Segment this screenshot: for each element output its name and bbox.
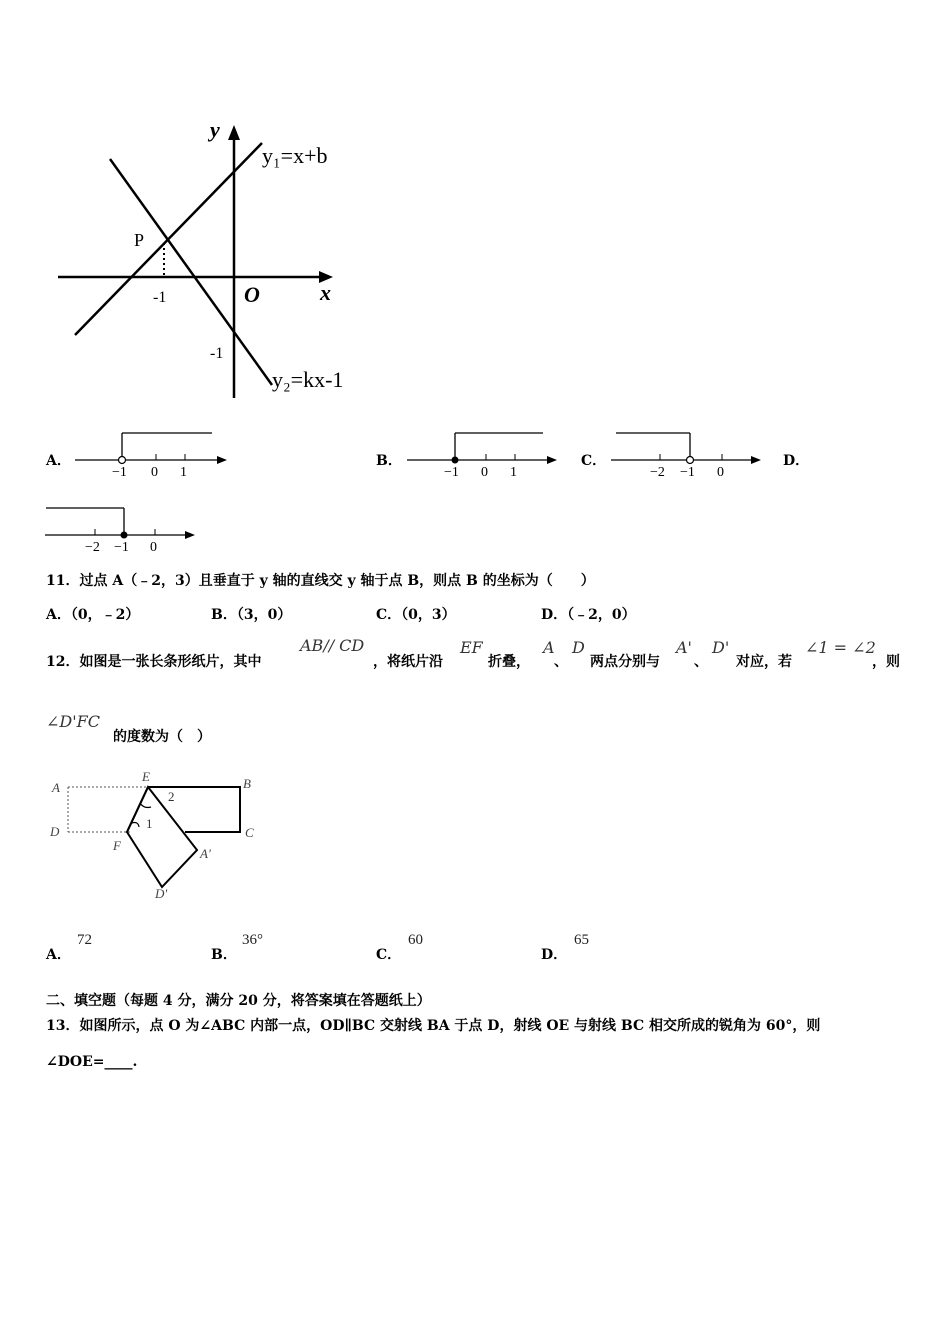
label-f: F [113, 838, 121, 853]
closed-dot [121, 532, 128, 539]
label-a: A [52, 780, 60, 795]
q12-text-9: 的度数为（ ） [113, 729, 211, 745]
label-d-prime: D' [155, 886, 168, 901]
option-value: （3，0） [236, 607, 292, 623]
tick-label: −1 [680, 465, 695, 480]
numberline-option-a-label[interactable]: A． [46, 453, 71, 469]
option-label: A． [46, 607, 71, 623]
tick-label: 0 [150, 540, 157, 555]
q12-option-a-label[interactable]: A． [46, 947, 71, 963]
option-value: （﹣2，0） [567, 607, 636, 623]
line-y2 [110, 159, 272, 385]
tick-label: 0 [717, 465, 724, 480]
tick-label: 0 [481, 465, 488, 480]
numberline-option-d-label[interactable]: D． [783, 453, 810, 469]
q12-math-a-prime: A' [676, 638, 692, 657]
q12-math-angle-dfc: ∠D'FC [46, 712, 100, 731]
paper-unfolded-part [148, 787, 240, 832]
q12-option-d-value: 65 [574, 932, 589, 948]
tick-label: 0 [151, 465, 158, 480]
q12-math-d: D [572, 638, 585, 657]
y-axis-label: y [210, 117, 220, 142]
q11-option-d[interactable] [541, 604, 636, 624]
origin-label: O [244, 282, 260, 307]
q12-text-1: 12．如图是一张长条形纸片，其中 [46, 654, 262, 670]
q12-math-ef: EF [460, 638, 483, 657]
numberline-option-c[interactable] [606, 425, 771, 485]
angle-2-arc [140, 803, 151, 808]
q12-option-d-label[interactable]: D． [541, 947, 568, 963]
question-13-text-line-1: 13．如图所示，点 O 为∠ABC 内部一点，OD∥BC 交射线 BA 于点 D，射线 OE 与射线 BC 相交所成的锐角为 60°，则 [46, 1018, 821, 1034]
tick-label: −1 [114, 540, 129, 555]
numberline-arrow-icon [547, 456, 557, 464]
numberline-arrow-icon [217, 456, 227, 464]
q12-text-7: 对应，若 [736, 654, 792, 670]
q12-text-5: 两点分别与 [590, 654, 660, 670]
numberline-option-b[interactable] [402, 425, 567, 485]
q12-math-d-prime: D' [712, 638, 730, 657]
q12-math-a: A [543, 638, 555, 657]
tick-label: 1 [510, 465, 517, 480]
tick-label: 1 [180, 465, 187, 480]
q11-option-b[interactable] [211, 604, 291, 624]
option-label: D． [541, 607, 568, 623]
tick-label: −1 [444, 465, 459, 480]
q12-option-a-value: 72 [77, 932, 92, 948]
q12-text-4: 、 [554, 654, 568, 670]
q12-option-b-label[interactable]: B． [211, 947, 237, 963]
y-axis-arrow-icon [228, 125, 240, 140]
question-13-text-line-2: ∠DOE=____. [46, 1054, 138, 1070]
line-y1-label: y₁=x+b [262, 143, 328, 168]
closed-dot [452, 457, 459, 464]
q12-text-8: ，则 [872, 654, 900, 670]
open-dot [687, 457, 694, 464]
y-tick-label: -1 [210, 345, 224, 362]
q11-option-c[interactable] [376, 604, 456, 624]
x-axis-label: x [320, 280, 331, 305]
label-d: D [50, 824, 60, 839]
q12-math-ab-cd: AB// CD [300, 636, 365, 655]
numberline-option-c-label[interactable]: C． [581, 453, 607, 469]
option-label: C． [376, 607, 402, 623]
label-angle-2: 2 [168, 789, 175, 804]
label-b: B [243, 776, 251, 791]
q12-math-angle-eq: ∠1 = ∠2 [805, 638, 876, 657]
q12-text-2: ，将纸片沿 [373, 654, 443, 670]
q12-text-3: 折叠， [488, 654, 530, 670]
numberline-arrow-icon [185, 531, 195, 539]
question-11-stem: 11．过点 A（﹣2，3）且垂直于 y 轴的直线交 y 轴于点 B，则点 B 的坐标为（ ） [46, 573, 595, 589]
tick-label: −2 [650, 465, 665, 480]
open-dot [119, 457, 126, 464]
label-angle-1: 1 [146, 816, 153, 831]
linear-functions-graph [50, 115, 380, 415]
label-c: C [245, 825, 254, 840]
q12-option-b-value: 36° [242, 932, 263, 948]
tick-label: −1 [112, 465, 127, 480]
label-e: E [142, 769, 150, 784]
tick-label: −2 [85, 540, 100, 555]
numberline-option-b-label[interactable]: B． [376, 453, 402, 469]
x-tick-label: -1 [153, 289, 167, 306]
q11-option-a[interactable] [46, 604, 139, 624]
line-y2-label: y₂=kx-1 [272, 367, 344, 392]
option-value: （0，﹣2） [70, 607, 140, 623]
angle-1-arc [132, 823, 139, 828]
q12-option-c-value: 60 [408, 932, 423, 948]
numberline-arrow-icon [751, 456, 761, 464]
point-p-label: P [134, 230, 145, 250]
q12-text-6: 、 [694, 654, 708, 670]
q12-option-c-label[interactable]: C． [376, 947, 402, 963]
folded-paper-figure [40, 765, 280, 905]
section-2-heading: 二、填空题（每题 4 分，满分 20 分，将答案填在答题纸上） [46, 993, 431, 1009]
option-label: B． [211, 607, 237, 623]
paper-folded-part [127, 787, 197, 887]
numberline-option-d[interactable] [40, 500, 205, 560]
numberline-option-a[interactable] [70, 425, 235, 485]
option-value: （0，3） [401, 607, 456, 623]
label-a-prime: A' [200, 846, 211, 861]
